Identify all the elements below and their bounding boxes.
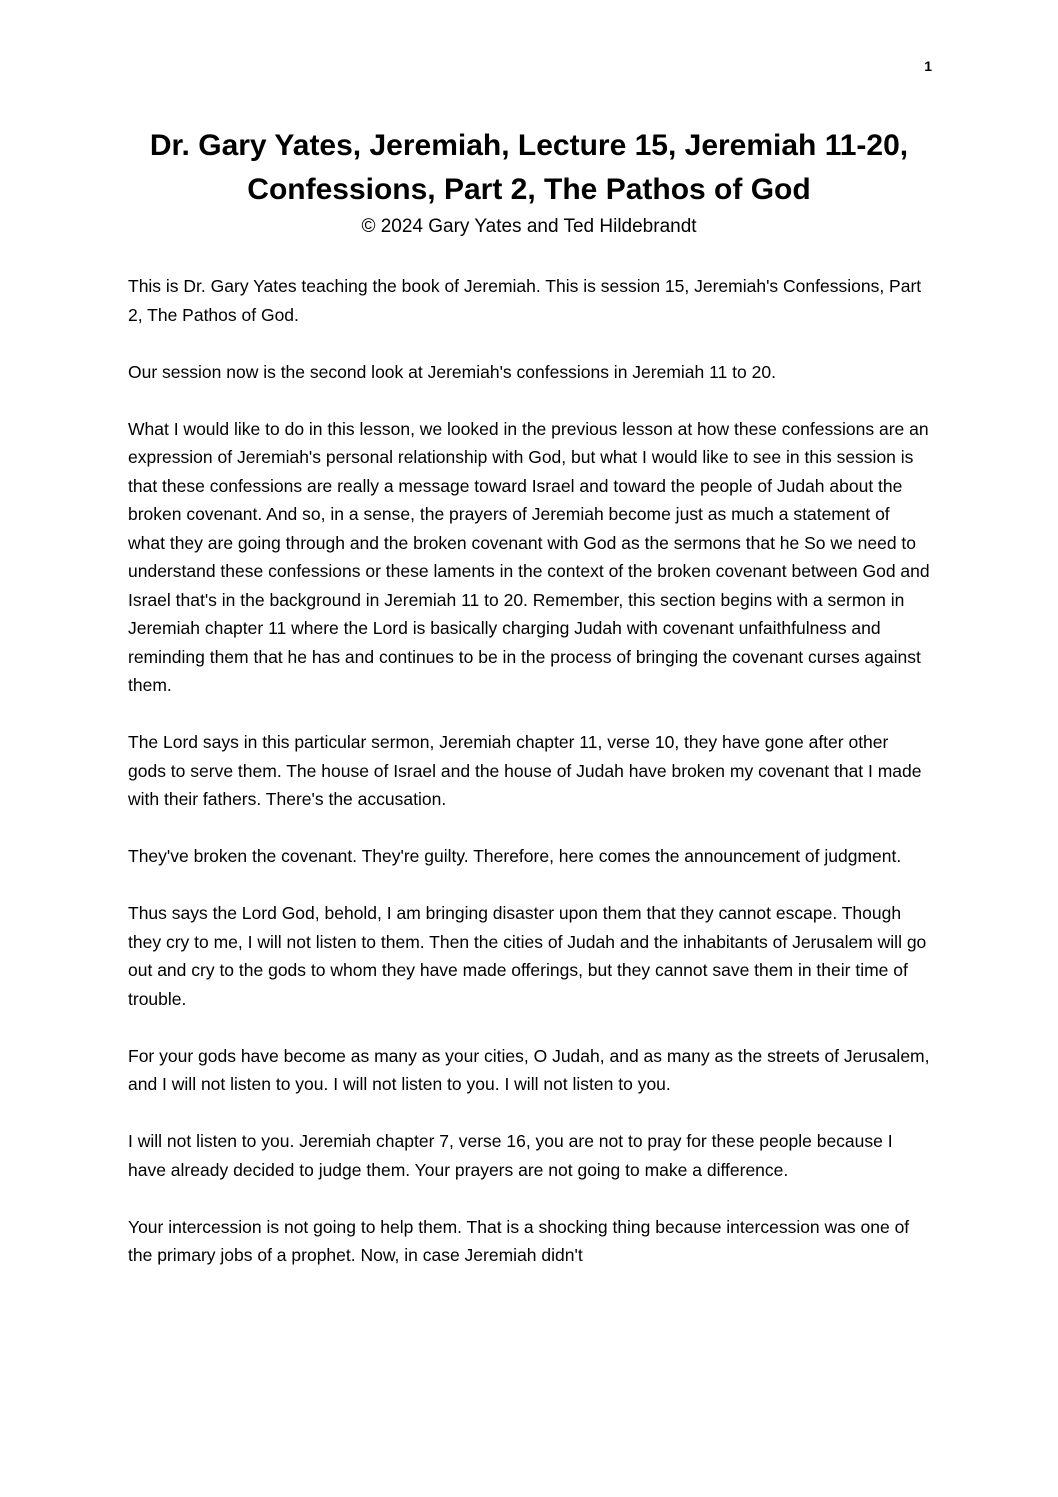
paragraph-2: Our session now is the second look at Jeremiah's confessions in Jeremiah 11 to 20. <box>128 361 776 382</box>
title-line-2: Confessions, Part 2, The Pathos of God <box>247 173 811 206</box>
paragraph-7: For your gods have become as many as your cities, O Judah, and as many as the streets of Jerusalem, and I will not listen to you. I will not listen to you. I will not listen to you. <box>128 1045 930 1094</box>
paragraph-8: I will not listen to you. Jeremiah chapter 7, verse 16, you are not to pray for these people because I have already decided to judge them. Your prayers are not going to make a difference. <box>128 1131 893 1180</box>
copyright-line: © 2024 Gary Yates and Ted Hildebrandt <box>361 216 697 237</box>
page-title <box>128 0 930 212</box>
page-number: 1 <box>924 58 932 74</box>
paragraph-6: Thus says the Lord God, behold, I am bringing disaster upon them that they cannot escape. Though they cry to me, I will not listen to them. Then the cities of Judah and the inhabitants of Jerusalem will go out and cry to the gods to whom they have made offerings, but they cannot save them in their time of trouble. <box>128 903 927 1009</box>
title-line-1: Dr. Gary Yates, Jeremiah, Lecture 15, Jeremiah 11-20, <box>149 129 909 162</box>
paragraph-1: This is Dr. Gary Yates teaching the book of Jeremiah. This is session 15, Jeremiah's Confessions, Part 2, The Pathos of God. <box>128 276 922 325</box>
document-body <box>128 272 930 1270</box>
paragraph-4: The Lord says in this particular sermon, Jeremiah chapter 11, verse 10, they have gone after other gods to serve them. The house of Israel and the house of Judah have broken my covenant that I made with their fathers. There's the accusation. <box>128 732 922 809</box>
paragraph-9: Your intercession is not going to help them. That is a shocking thing because intercession was one of the primary jobs of a prophet. Now, in case Jeremiah didn't <box>128 1216 910 1265</box>
paragraph-5: They've broken the covenant. They're guilty. Therefore, here comes the announcement of judgment. <box>128 846 902 866</box>
paragraph-3: What I would like to do in this lesson, we looked in the previous lesson at how these confessions are an expression of Jeremiah's personal relationship with God, but what I would like to see in this session is that these confessions are really a message toward Israel and toward the people of Judah about the broken covenant. And so, in a sense, the prayers of Jeremiah become just as much a statement of what they are going through and the broken covenant with God as the sermons that he So we need to understand these confessions or these laments in the context of the broken covenant between God and Israel that's in the background in Jeremiah 11 to 20. Remember, this section begins with a sermon in Jeremiah chapter 11 where the Lord is basically charging Judah with covenant unfaithfulness and reminding them that he has and continues to be in the process of bringing the covenant curses against them. <box>128 418 930 695</box>
